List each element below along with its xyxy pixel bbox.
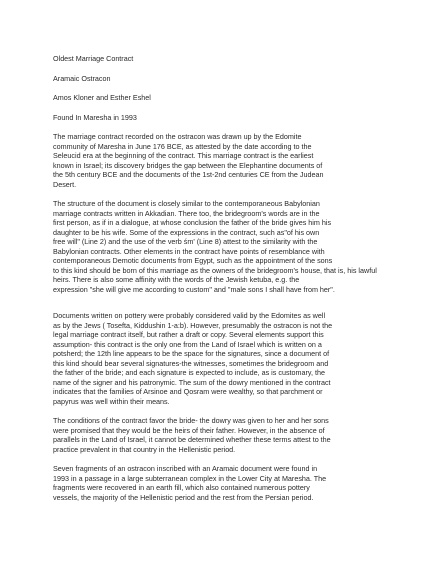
document-subtitle: Aramaic Ostracon xyxy=(53,73,111,83)
paragraph-line: free will" (Line 2) and the use of the verb śm' (Line 8) attest to the similarity with the xyxy=(53,237,318,246)
paragraph-line: Documents written on pottery were probably considered valid by the Edomites as well xyxy=(53,311,326,320)
paragraph-line: Babylonian contracts. Other elements in the contract have points of resemblance with xyxy=(53,246,325,256)
paragraph-line: Seven fragments of an ostracon inscribed with an Aramaic document were found in xyxy=(53,464,318,473)
paragraph-line: first person, as if in a dialogue, at whose conclusion the father of the bride gives him his xyxy=(53,218,332,227)
paragraph-line: assumption- this contract is the only one from the Land of Israel which is written on a xyxy=(53,339,322,349)
paragraph-pottery-documents xyxy=(53,311,393,406)
paragraph-line: vessels, the majority of the Hellenistic period and the rest from the Persian period. xyxy=(53,492,314,502)
paragraph-line: The conditions of the contract favor the bride- the dowry was given to her and her sons xyxy=(53,416,329,425)
paragraph-line: 1993 in a passage in a large subterranean complex in the Lower City at Maresha. The xyxy=(53,473,327,483)
paragraph-fragments xyxy=(53,464,393,502)
paragraph-structure xyxy=(53,199,393,294)
paragraph-line: papyrus was well within their means. xyxy=(53,396,170,406)
paragraph-introduction xyxy=(53,132,393,189)
paragraph-line: name of the signer and his patronymic. The sum of the dowry mentioned in the contract xyxy=(53,377,331,387)
paragraph-line: expression "she will give me according to custom" and "male sons I shall have from her". xyxy=(53,284,335,294)
paragraph-line: daughter to be his wife. Some of the expressions in the contract, such as"of his own xyxy=(53,227,320,237)
paragraph-line: the 5th century BCE and the documents of the 1st-2nd centuries CE from the Judean xyxy=(53,170,324,179)
paragraph-line: Desert. xyxy=(53,179,77,189)
paragraph-line: to this kind should be born of this marriage as the owners of the bridegroom's house, that is, his lawful xyxy=(53,265,377,275)
paragraph-line: the father of the bride; and each signature is expected to include, as is customary, the xyxy=(53,368,325,377)
paragraph-line: The structure of the document is closely similar to the contemporaneous Babylonian xyxy=(53,199,320,208)
paragraph-line: marriage contracts written in Akkadian. There too, the bridegroom's words are in the xyxy=(53,208,320,218)
document-found-location: Found In Maresha in 1993 xyxy=(53,112,137,122)
paragraph-line: heirs. There is also some affinity with the words of the Jewish ketuba, e.g. the xyxy=(53,275,300,284)
paragraph-line: as by the Jews ( Tosefta, Kiddushin 1-a:b). However, presumably the ostracon is not the xyxy=(53,320,333,330)
paragraph-line: indicates that the families of Arsinoe and Qosram were wealthy, so that parchment or xyxy=(53,387,323,396)
document-authors: Amos Kloner and Esther Eshel xyxy=(53,93,151,102)
document-title: Oldest Marriage Contract xyxy=(53,54,134,63)
paragraph-line: The marriage contract recorded on the ostracon was drawn up by the Edomite xyxy=(53,132,302,141)
paragraph-line: this kind should bear several signatures-the witnesses, sometimes the bridegroom and xyxy=(53,358,329,368)
paragraph-line: fragments were recovered in an earth fill, which also contained numerous pottery xyxy=(53,483,310,492)
paragraph-conditions xyxy=(53,416,393,454)
paragraph-line: legal marriage contract itself, but rather a draft or copy. Several elements support this xyxy=(53,330,324,339)
paragraph-line: known in Israel; its discovery bridges the gap between the Elephantine documents of xyxy=(53,160,323,170)
paragraph-line: practice prevalent in that country in the Hellenistic period. xyxy=(53,444,236,454)
paragraph-line: contemporaneous Demotic documents from Egypt, such as the appointment of the sons xyxy=(53,256,333,265)
paragraph-line: community of Maresha in June 176 BCE, as attested by the date according to the xyxy=(53,141,312,151)
paragraph-line: potsherd; the 12th line appears to be the space for the signatures, since a document of xyxy=(53,349,330,358)
paragraph-line: parallels in the Land of Israel, it cannot be determined whether these terms attest to the xyxy=(53,435,331,444)
document-page xyxy=(53,54,393,512)
paragraph-line: were promised that they would be the heirs of their father. However, in the absence of xyxy=(53,425,325,435)
paragraph-line: Seleucid era at the beginning of the contract. This marriage contract is the earliest xyxy=(53,151,314,160)
